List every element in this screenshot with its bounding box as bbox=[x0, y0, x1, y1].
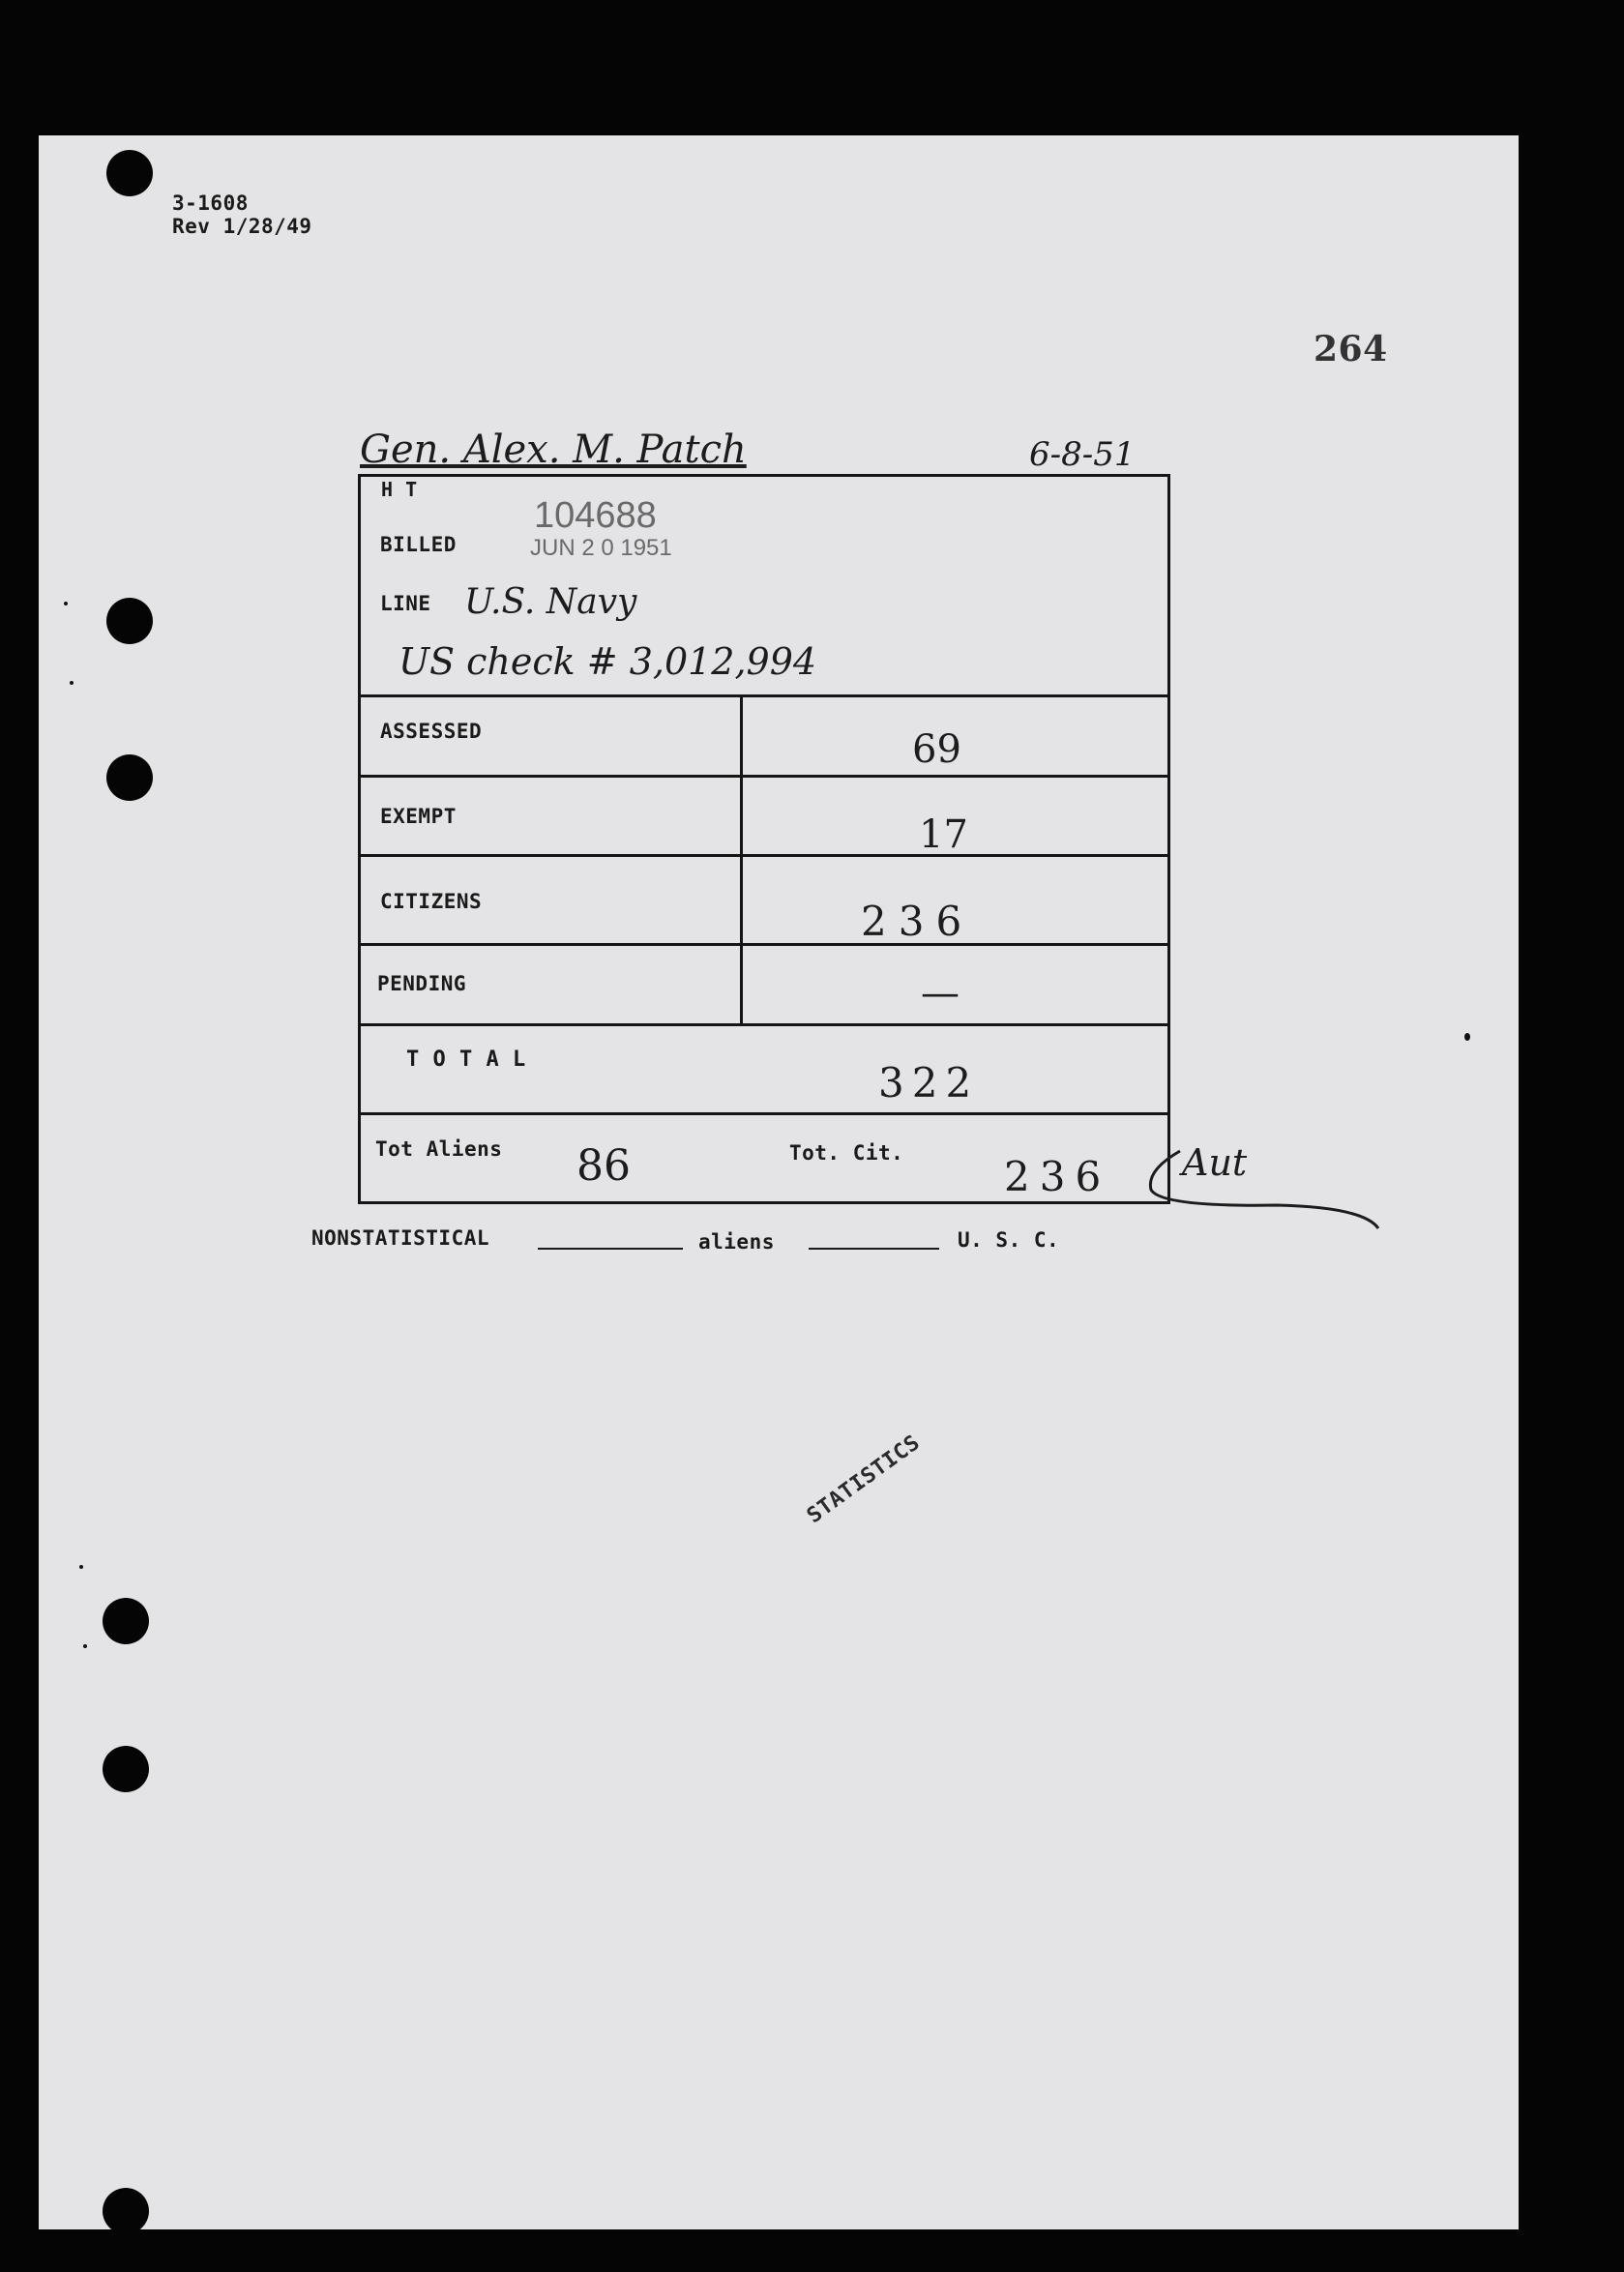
pending-value: — bbox=[921, 971, 960, 1016]
arrival-date: 6-8-51 bbox=[1029, 435, 1136, 474]
binder-hole bbox=[103, 2188, 149, 2234]
nonstatistical-label: NONSTATISTICAL bbox=[311, 1226, 490, 1250]
form-revision: Rev 1/28/49 bbox=[172, 215, 312, 238]
usc-label: U. S. C. bbox=[958, 1228, 1060, 1252]
initials-flourish bbox=[1141, 1132, 1393, 1238]
form-number: 3-1608 bbox=[172, 192, 249, 215]
speck bbox=[83, 1644, 87, 1648]
check-note: US check # 3,012,994 bbox=[399, 640, 817, 683]
citizens-label: CITIZENS bbox=[380, 890, 483, 913]
binder-hole bbox=[106, 754, 153, 801]
billed-label: BILLED bbox=[380, 533, 457, 556]
binder-hole bbox=[103, 1746, 149, 1792]
ht-label: H T bbox=[381, 478, 418, 501]
aliens-label: aliens bbox=[698, 1230, 775, 1254]
nonstatistical-blank bbox=[538, 1248, 683, 1250]
initials-signature: Aut bbox=[1182, 1141, 1248, 1184]
statistics-stamp: STATISTICS bbox=[803, 1431, 925, 1529]
tot-aliens-value: 86 bbox=[576, 1141, 631, 1191]
tot-cit-label: Tot. Cit. bbox=[789, 1141, 904, 1165]
assessed-value: 69 bbox=[912, 727, 961, 772]
speck bbox=[70, 681, 74, 685]
line-label: LINE bbox=[380, 592, 431, 615]
total-value: 322 bbox=[878, 1059, 980, 1106]
speck bbox=[79, 1565, 83, 1569]
page-number: 264 bbox=[1314, 329, 1388, 369]
tot-aliens-label: Tot Aliens bbox=[375, 1137, 503, 1161]
citizens-value: 236 bbox=[861, 898, 974, 945]
billed-stamp-date: JUN 2 0 1951 bbox=[530, 535, 672, 561]
exempt-label: EXEMPT bbox=[380, 805, 457, 828]
vessel-name: Gen. Alex. M. Patch bbox=[360, 428, 747, 472]
line-value: U.S. Navy bbox=[464, 582, 637, 622]
binder-hole bbox=[106, 598, 153, 644]
speck bbox=[1464, 1033, 1470, 1041]
binder-hole bbox=[103, 1598, 149, 1644]
tot-cit-value: 236 bbox=[1004, 1153, 1111, 1200]
billed-stamp-number: 104688 bbox=[534, 495, 657, 536]
exempt-value: 17 bbox=[919, 812, 968, 857]
speck bbox=[64, 602, 68, 605]
binder-hole bbox=[106, 150, 153, 196]
total-label: T O T A L bbox=[406, 1047, 526, 1072]
assessed-label: ASSESSED bbox=[380, 720, 483, 743]
pending-label: PENDING bbox=[377, 972, 467, 995]
aliens-blank bbox=[809, 1248, 939, 1250]
